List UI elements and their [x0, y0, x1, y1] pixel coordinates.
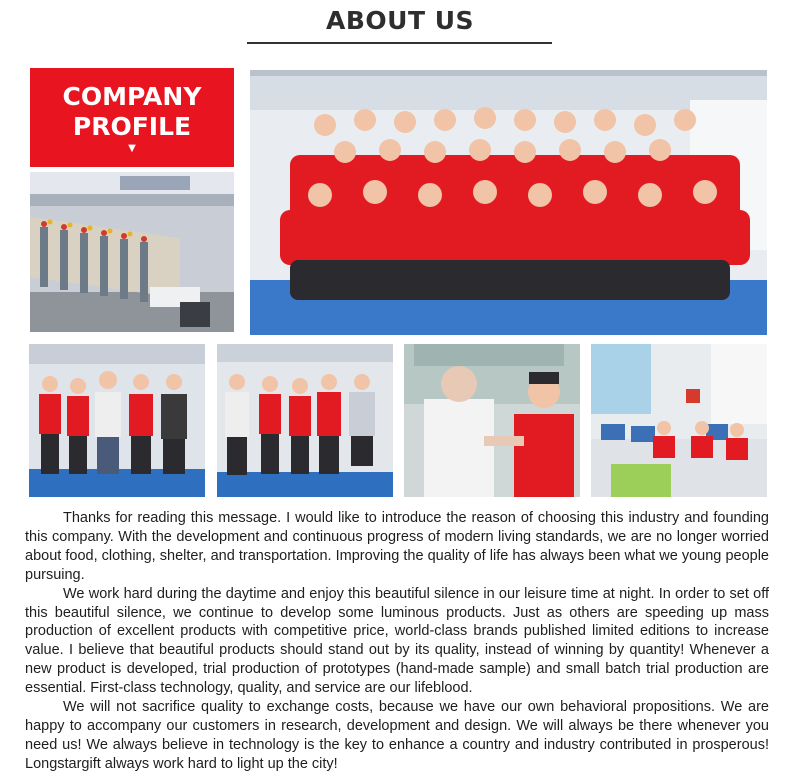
office-staff-photo [591, 344, 767, 497]
customer-visit-photo [29, 344, 205, 497]
profile-line-1: COMPANY [62, 82, 202, 111]
paragraph-intro: Thanks for reading this message. I would like to introduce the reason of choosing this industry and founding this company. With the development and continuous progress of modern living standards, we are no longer worried about food, clothing, shelter, and transportation. Improving the quality of life has always been what we young people pursuing. [25, 510, 769, 583]
profile-line-2: PROFILE [72, 112, 192, 141]
page-title: ABOUT US [325, 6, 475, 35]
down-arrow-icon: ▼ [128, 143, 136, 154]
paragraph-quality: We will not sacrifice quality to exchange costs, because we have our own behavioral propositions. We are happy to accompany our customers in research, development and design. We will always be there whenever you need us! We always believe in technology is the key to enhance a country and industry contributed in prosperous! Longstargift always work hard to light up the city! [25, 699, 769, 772]
team-group-photo [250, 70, 767, 335]
team-with-visitors-photo [217, 344, 393, 497]
paragraph-work: We work hard during the daytime and enjoy this beautiful silence in our leisure time at night. In order to set off this beautiful silence, we continue to develop some luminous products. Just as others are speeding up mass production of excellent products with competitive price, world-class brands published limited editions to increase value. I believe that beautiful products should stand out by its quality, instead of winning by quantity! Whenever a new product is developed, trial production of prototypes (hand-made sample) and small batch trial production are essential. First-class technology, quality, and service are our lifeblood. [25, 585, 769, 697]
about-body-text [25, 509, 769, 774]
handshake-photo [404, 344, 580, 497]
embroidery-machine-photo [30, 172, 234, 332]
title-underline [247, 42, 552, 44]
company-profile-banner [30, 68, 234, 167]
